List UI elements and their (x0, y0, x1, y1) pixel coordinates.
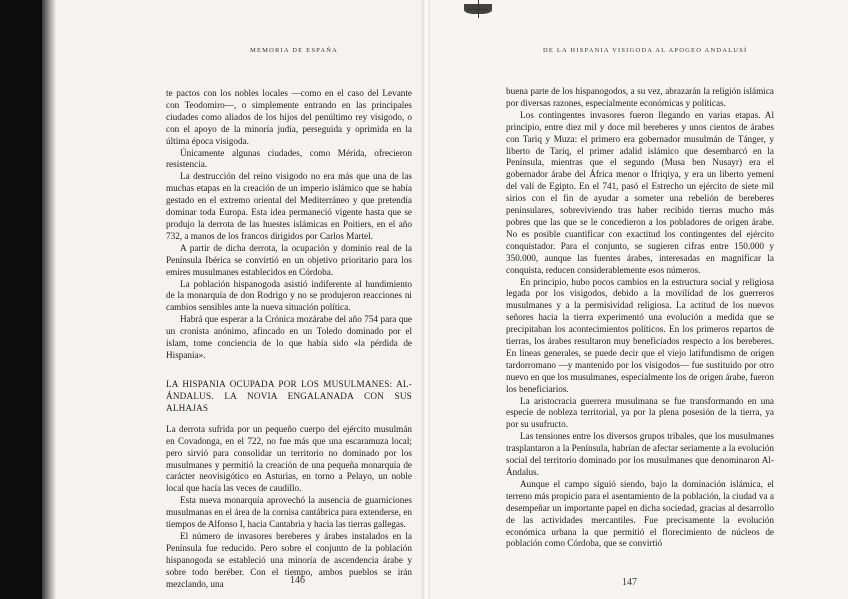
paragraph: Esta nueva monarquía aprovechó la ausencia de guarniciones musulmanas en el área de la cornisa cantábrica para extenderse, en tiempos de Alfonso I, hacia Cantabria y hacia las tierras gallegas. (166, 495, 412, 530)
page-number-left: 146 (290, 575, 305, 586)
book-gutter (422, 0, 430, 599)
left-text-column (166, 88, 412, 591)
paragraph: Los contingentes invasores fueron llegando en varias etapas. Al principio, entre diez mil y doce mil bereberes y unos cientos de árabes con Tariq y Muza: el primero era gobernador musulmán de Tánger, y liberto de Tariq, el primer adalid islámico que desembarcó en la Península, mientras que el segundo (Musa ben Nusayr) era el gobernador árabe del África menor o Ifriqiya, y era un liberto yemení del valí de Egipto. En el 741, pasó el Estrecho un ejército de siete mil sirios con el fin de ayudar a someter una rebelión de bereberes peninsulares, sobreviviendo tras haber recibido tierras mucho más pobres que las que se le concedieron a los pobladores de origen árabe. No es posible cuantificar con exactitud los contingentes del ejército conquistador. Para el conjunto, se sugieren cifras entre 150.000 y 350.000, aunque las fuentes árabes, interesadas en magnificar la conquista, reducen considerablemente esos números. (506, 109, 774, 275)
paragraph: buena parte de los hispanogodos, a su vez, abrazarán la religión islámica por diversas razones, especialmente económicas y políticas. (506, 86, 774, 108)
paragraph: La destrucción del reino visigodo no era más que una de las muchas etapas en la creación de un imperio islámico que se había gestado en el extremo oriental del Mediterráneo y que pretendía dominar toda Europa. Esta idea permaneció vigente hasta que se produjo la derrota de las huestes islámicas en Poitiers, en el año 732, a manos de los francos dirigidos por Carlos Martel. (166, 171, 412, 241)
paragraph: La población hispanogoda asistió indiferente al hundimiento de la monarquía de don Rodrigo y no se produjeron reacciones ni cambios sensibles ante la nueva situación política. (166, 278, 412, 313)
right-running-header: DE LA HISPANIA VISIGODA AL APOGEO ANDALUSÍ (543, 47, 748, 54)
paragraph: Habrá que esperar a la Crónica mozárabe del año 754 para que un cronista anónimo, afincado en un Toledo dominado por el islam, tome conciencia de lo que había sido «la pérdida de Hispania». (166, 314, 412, 360)
paragraph: El número de invasores bereberes y árabes instalados en la Península fue reducido. Pero sobre el conjunto de la población hispanogoda se estableció una minoría de ascendencia árabe y sobre todo beréber. Con el tiempo, ambos pueblos se irán mezclando, una (166, 531, 412, 589)
paragraph: Únicamente algunas ciudades, como Mérida, ofrecieron resistencia. (166, 147, 412, 170)
right-text-column (506, 86, 774, 550)
paragraph: A partir de dicha derrota, la ocupación y dominio real de la Península Ibérica se convirtió en un objetivo prioritario para los emires musulmanes establecidos en Córdoba. (166, 242, 412, 277)
paragraph: La aristocracia guerrera musulmana se fue transformando en una especie de nobleza territorial, ya por la plena posesión de la tierra, ya por su usufructo. (506, 395, 774, 430)
crop-mark-horizontal (468, 9, 488, 10)
left-running-header: MEMORIA DE ESPAÑA (250, 47, 339, 54)
section-heading: LA HISPANIA OCUPADA POR LOS MUSULMANES: AL-ÁNDALUS. LA NOVIA ENGALANADA CON SUS ALHAJAS (166, 378, 412, 413)
paragraph: La derrota sufrida por un pequeño cuerpo del ejército musulmán en Covadonga, en el 722, no fue más que una escaramuza local; pero sirvió para consolidar un territorio no dominado por los musulmanes y permitió la creación de una pequeña monarquía de carácter neovisigótico en Asturias, en torno a Pelayo, un noble local que hacía las veces de caudillo. (166, 423, 412, 494)
paragraph: Aunque el campo siguió siendo, bajo la dominación islámica, el terreno más propicio para el asentamiento de la población, la ciudad va a desempeñar un importante papel en dicha sociedad, gracias al desarrollo de las actividades mercantiles. Fue precisamente la evolución económica urbana la que permitió el florecimiento de núcleos de población como Córdoba, que se convirtió (506, 478, 774, 549)
paragraph: Las tensiones entre los diversos grupos tribales, que los musulmanes trasplantaron a la Península, habrían de afectar seriamente a la evolución social del territorio dominado por los musulmanes que denominaron Al-Ándalus. (506, 431, 774, 477)
paragraph: te pactos con los nobles locales —como en el caso del Levante con Teodomiro—, o simplemente entrando en las principales ciudades como aliados de los hijos del penúltimo rey visigodo, o con el apoyo de la minoría judía, perseguida y oprimida en la última época visigoda. (166, 88, 412, 146)
book-spine-shadow (0, 0, 42, 599)
paragraph: En principio, hubo pocos cambios en la estructura social y religiosa legada por los visigodos, debido a la movilidad de los guerreros musulmanes y a la permisividad religiosa. La actitud de los nuevos señores hacia la tierra experimentó una evolución a medida que se precipitaban los acontecimientos políticos. En los primeros repartos de tierras, los árabes resultaron muy beneficiados respecto a los bereberes. En líneas generales, se puede decir que el viejo latifundismo de origen tardorromano —y mantenido por los visigodos— fue sustituido por otro nuevo en que los musulmanes, especialmente los de origen árabe, fueron los beneficiarios. (506, 276, 774, 394)
page-number-right: 147 (622, 577, 637, 588)
page-edge-gradient (42, 0, 56, 599)
